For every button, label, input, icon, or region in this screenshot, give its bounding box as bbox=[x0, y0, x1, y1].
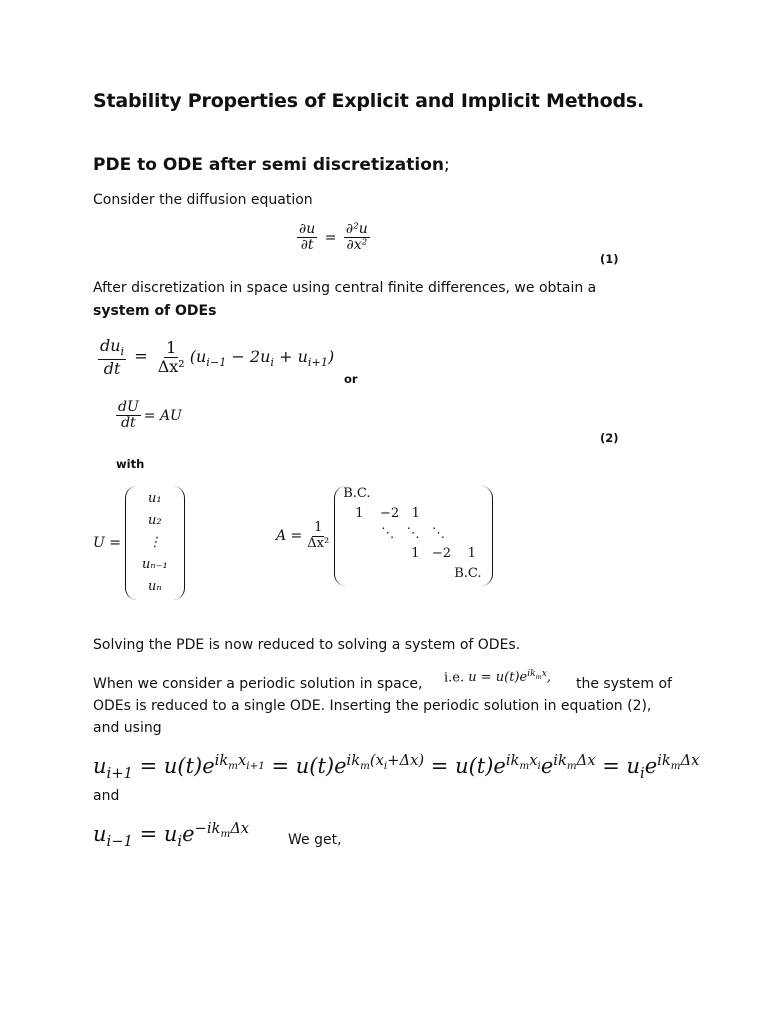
para-discretization: After discretization in space using central finite differences, we obtain a bbox=[93, 280, 597, 296]
section-heading-text: PDE to ODE after semi discretization bbox=[93, 155, 445, 175]
vector-u-entries bbox=[132, 486, 178, 600]
vector-u-entry: uₙ bbox=[148, 579, 162, 594]
equation-semi-discrete: $\frac{du_i}{dt}$ = $\frac{1}{\text{Δx²}}$ $(u_{i-1} - 2u_i + u_{i+1})$ bbox=[100, 336, 335, 378]
equation-u-i-plus-1: $u_{i+1} = u(t)e^{ik_mx_{i+1}} = u(t)e^{ik_m(x_i+\Delta x)} = u(t)e^{ik_mx_i}e^{ik_m\Delta x} = u_ie^{ik_m\Delta x}$ bbox=[93, 752, 700, 783]
or-label: or bbox=[344, 372, 358, 386]
matrix-a-row: 1 −2 1 bbox=[411, 546, 476, 561]
eq1-lhs: $\frac{\partial u}{\partial t}$ bbox=[299, 221, 316, 254]
eq1-rhs: $\frac{\text{∂²u}}{\text{∂x²}}$ bbox=[345, 221, 368, 254]
matrix-a-coef: $\frac{1}{\text{Δx²}}$ bbox=[307, 520, 330, 551]
matrix-a-bracket bbox=[334, 486, 493, 586]
para-periodic-b: the system of bbox=[576, 676, 672, 692]
equation-2 bbox=[113, 400, 182, 432]
page-title: Stability Properties of Explicit and Implicit Methods. bbox=[93, 90, 644, 112]
matrix-a-label: A = bbox=[276, 528, 303, 544]
matrix-a bbox=[276, 486, 493, 586]
equation-u-i-minus-1: $u_{i-1} = u_ie^{-ik_m\Delta x}$ bbox=[93, 820, 250, 851]
vector-u-entry: u₁ bbox=[148, 491, 162, 506]
para-diffusion: Consider the diffusion equation bbox=[93, 192, 313, 208]
eq3-lhs: $\frac{dU}{dt}$ bbox=[118, 399, 139, 432]
equation-1: $\frac{\partial u}{\partial t}$ = $\frac{\text{∂²u}}{\text{∂x²}}$ bbox=[299, 221, 368, 254]
matrix-a-row: B.C. bbox=[454, 566, 482, 581]
vector-u-label: U = bbox=[93, 535, 121, 551]
matrix-a-row: B.C. bbox=[343, 486, 371, 501]
eq2-lhs: $\frac{du_i}{dt}$ bbox=[100, 336, 125, 378]
matrix-a-row: 1 −2 1 bbox=[355, 506, 420, 521]
section-heading-suffix: ; bbox=[444, 155, 450, 175]
eq1-number: (1) bbox=[600, 252, 619, 266]
vector-u-entry: u₂ bbox=[148, 513, 162, 528]
para-periodic-c: ODEs is reduced to a single ODE. Inserting the periodic solution in equation (2), bbox=[93, 698, 652, 714]
matrix-a-row: ⋱ ⋱ ⋱ bbox=[381, 526, 446, 541]
section-heading bbox=[93, 155, 450, 175]
we-get-label: We get, bbox=[288, 832, 342, 848]
para-reduced: Solving the PDE is now reduced to solving a system of ODEs. bbox=[93, 637, 521, 653]
and-label: and bbox=[93, 788, 120, 804]
vector-u-bracket bbox=[125, 486, 185, 600]
vector-u-entry: ⋮ bbox=[148, 535, 162, 550]
eq3-rhs: = AU bbox=[143, 407, 182, 424]
periodic-solution-inline: i.e. $u = u(t)e^{ik_mx}$, bbox=[444, 669, 551, 686]
para-system-of-odes: system of ODEs bbox=[93, 303, 217, 319]
vector-u bbox=[93, 486, 185, 600]
para-periodic-d: and using bbox=[93, 720, 162, 736]
para-periodic-a: When we consider a periodic solution in space, bbox=[93, 676, 423, 692]
matrix-a-rows bbox=[341, 486, 486, 586]
vector-u-entry: uₙ₋₁ bbox=[141, 557, 168, 572]
eq2-coef: $\frac{1}{\text{Δx²}}$ bbox=[157, 337, 185, 376]
with-label: with bbox=[116, 457, 145, 471]
eq2-number: (2) bbox=[600, 431, 619, 445]
